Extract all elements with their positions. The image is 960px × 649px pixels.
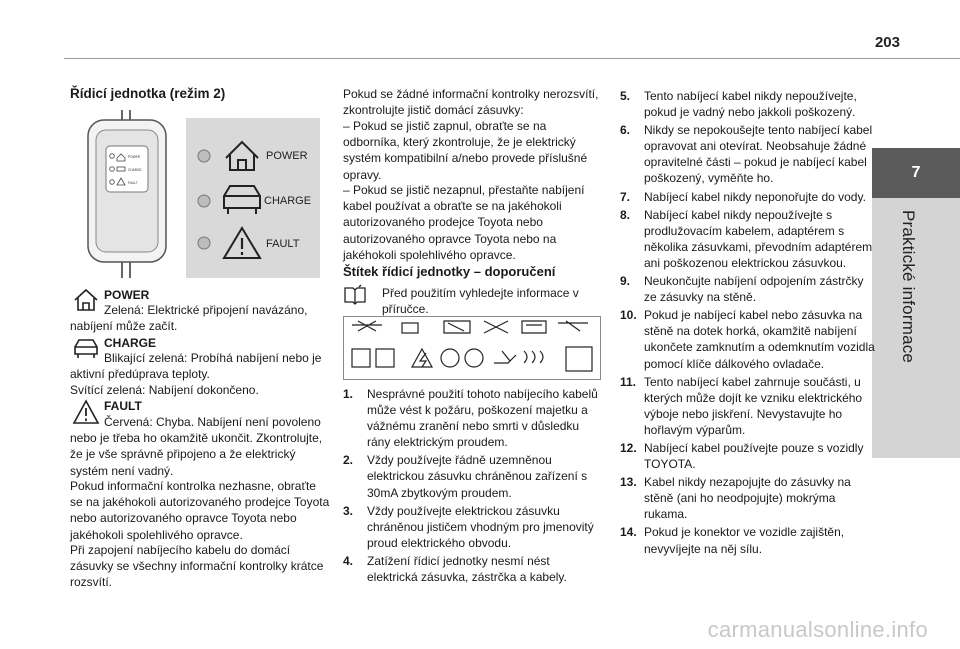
watermark: carmanualsonline.info bbox=[707, 617, 928, 642]
photo-label-fault: FAULT bbox=[266, 238, 300, 250]
device-label-fault: FAULT bbox=[128, 181, 138, 185]
section-heading: Řídicí jednotka (režim 2) bbox=[70, 86, 226, 101]
numbered-list-left bbox=[343, 386, 601, 585]
warning-label-strip bbox=[343, 316, 601, 380]
list-item: 6. Nikdy se nepokoušejte tento nabíjecí kabel opravovat ani otevírat. Neobsahuje žádné opravitelné části – pokud je nabíjecí kabel poškozený, vyměňte ho. bbox=[620, 123, 873, 186]
list-item: 5. Tento nabíjecí kabel nikdy nepoužívejte, pokud je vadný nebo jakkoli poškozený. bbox=[620, 89, 857, 120]
breaker-off-text: – Pokud se jistič nezapnul, přestaňte nabíjení kabel používat a obraťte se na jakéhokoli autorizovaného prodejce Toyota nebo autorizovaného opravce Toyota nebo na jakéhokoli spolehlivého opravce. bbox=[343, 183, 585, 262]
header-rule bbox=[64, 58, 960, 59]
list-item: 4. Zatížení řídicí jednotky nesmí nést elektrická zásuvka, zástrčka a kabely. bbox=[343, 553, 567, 585]
fault-description: Červená: Chyba. Nabíjení není povoleno nebo je třeba ho okamžitě ukončit. Zkontrolujte, že je vše správně připojeno a že elektrický systém není vadný. bbox=[70, 415, 323, 478]
fault-description-3: Při zapojení nabíjecího kabelu do domácí zásuvky se všechny informační kontrolky krátce rozsvítí. bbox=[70, 543, 324, 590]
chapter-number: 7 bbox=[911, 164, 921, 181]
control-unit-illustration bbox=[70, 110, 322, 278]
warning-pictograms bbox=[344, 317, 600, 379]
device-label-charge: CHARGE bbox=[128, 168, 142, 172]
charge-description: Blikající zelená: Probíhá nabíjení nebo je aktivní předúprava teploty. bbox=[70, 351, 322, 382]
list-item: 14. Pokud je konektor ve vozidle zajištěn, nevyvíjejte na něj sílu. bbox=[620, 525, 845, 556]
charge-description-2: Svítící zelená: Nabíjení dokončeno. bbox=[70, 383, 259, 397]
chapter-label: Praktické informace bbox=[899, 210, 918, 364]
label-heading: Štítek řídicí jednotky – doporučení bbox=[343, 264, 556, 279]
list-item: 1. Nesprávné použití tohoto nabíjecího kabelů může vést k požáru, poškození majetku a vážnému zranění nebo smrti v důsledku rány elektrickým proudem. bbox=[343, 387, 598, 450]
power-title: POWER bbox=[104, 288, 150, 302]
list-item: 9. Neukončujte nabíjení odpojením zástrčky ze zásuvky na stěně. bbox=[620, 274, 864, 305]
photo-label-power: POWER bbox=[266, 150, 308, 162]
list-item: 2. Vždy používejte řádně uzemněnou elektrickou zásuvku chráněnou zařízení s 30mA zbytkovým proudem. bbox=[343, 453, 588, 500]
no-extension-icon bbox=[352, 321, 382, 331]
numbered-list-right bbox=[620, 88, 878, 557]
control-unit-image bbox=[70, 110, 322, 278]
fault-title: FAULT bbox=[104, 399, 142, 413]
list-item: 8. Nabíjecí kabel nikdy nepoužívejte s prodlužovacím kabelem, adaptérem s několika zásuvkami, převodním adaptérem ani poškozenou elektrickou zásuvkou. bbox=[620, 207, 873, 270]
device-label-power: POWER bbox=[128, 155, 141, 159]
breaker-intro: Pokud se žádné informační kontrolky nerozsvítí, zkontrolujte jistič domácí zásuvky: bbox=[343, 87, 599, 118]
list-item: 12. Nabíjecí kabel používejte pouze s vozidly TOYOTA. bbox=[620, 440, 864, 472]
page-number: 203 bbox=[874, 34, 900, 51]
charge-title: CHARGE bbox=[104, 336, 157, 350]
breaker-on-text: – Pokud se jistič zapnul, obraťte se na odborníka, který zkontroluje, že je elektrický systém kompatibilní a/nebo provede příslušné opravy. bbox=[343, 119, 588, 182]
list-item: 7. Nabíjecí kabel nikdy neponořujte do vody. bbox=[620, 189, 866, 204]
power-description: Zelená: Elektrické připojení navázáno, nabíjení může začít. bbox=[70, 303, 308, 334]
list-item: 10. Pokud je nabíjecí kabel nebo zásuvka na stěně na dotek horká, okamžitě nabíjení ukončete zamknutím a odemknutím vozidla pomocí klíče dálkového ovladače. bbox=[620, 308, 875, 371]
fault-description-2: Pokud informační kontrolka nezhasne, obraťte se na jakéhokoli autorizovaného prodejce Toyota nebo autorizovaného opravce Toyota nebo jakéhokoli spolehlivého opravce. bbox=[70, 479, 330, 542]
list-item: 11. Tento nabíjecí kabel zahrnuje součásti, u kterých může dojít ke vzniku elektrického výboje nebo jiskření. Nevystavujte ho hořlavým výparům. bbox=[620, 374, 863, 437]
list-item: 13. Kabel nikdy nezapojujte do zásuvky na stěně (ani ho neodpojujte) mokrýma rukama. bbox=[620, 475, 851, 522]
photo-label-charge: CHARGE bbox=[264, 195, 312, 207]
manual-note: Před použitím vyhledejte informace v příručce. bbox=[382, 286, 579, 317]
list-item: 3. Vždy používejte elektrickou zásuvku chráněnou jističem vhodným pro jmenovitý proud elektrického obvodu. bbox=[343, 503, 594, 550]
manual-book-icon bbox=[343, 284, 367, 306]
